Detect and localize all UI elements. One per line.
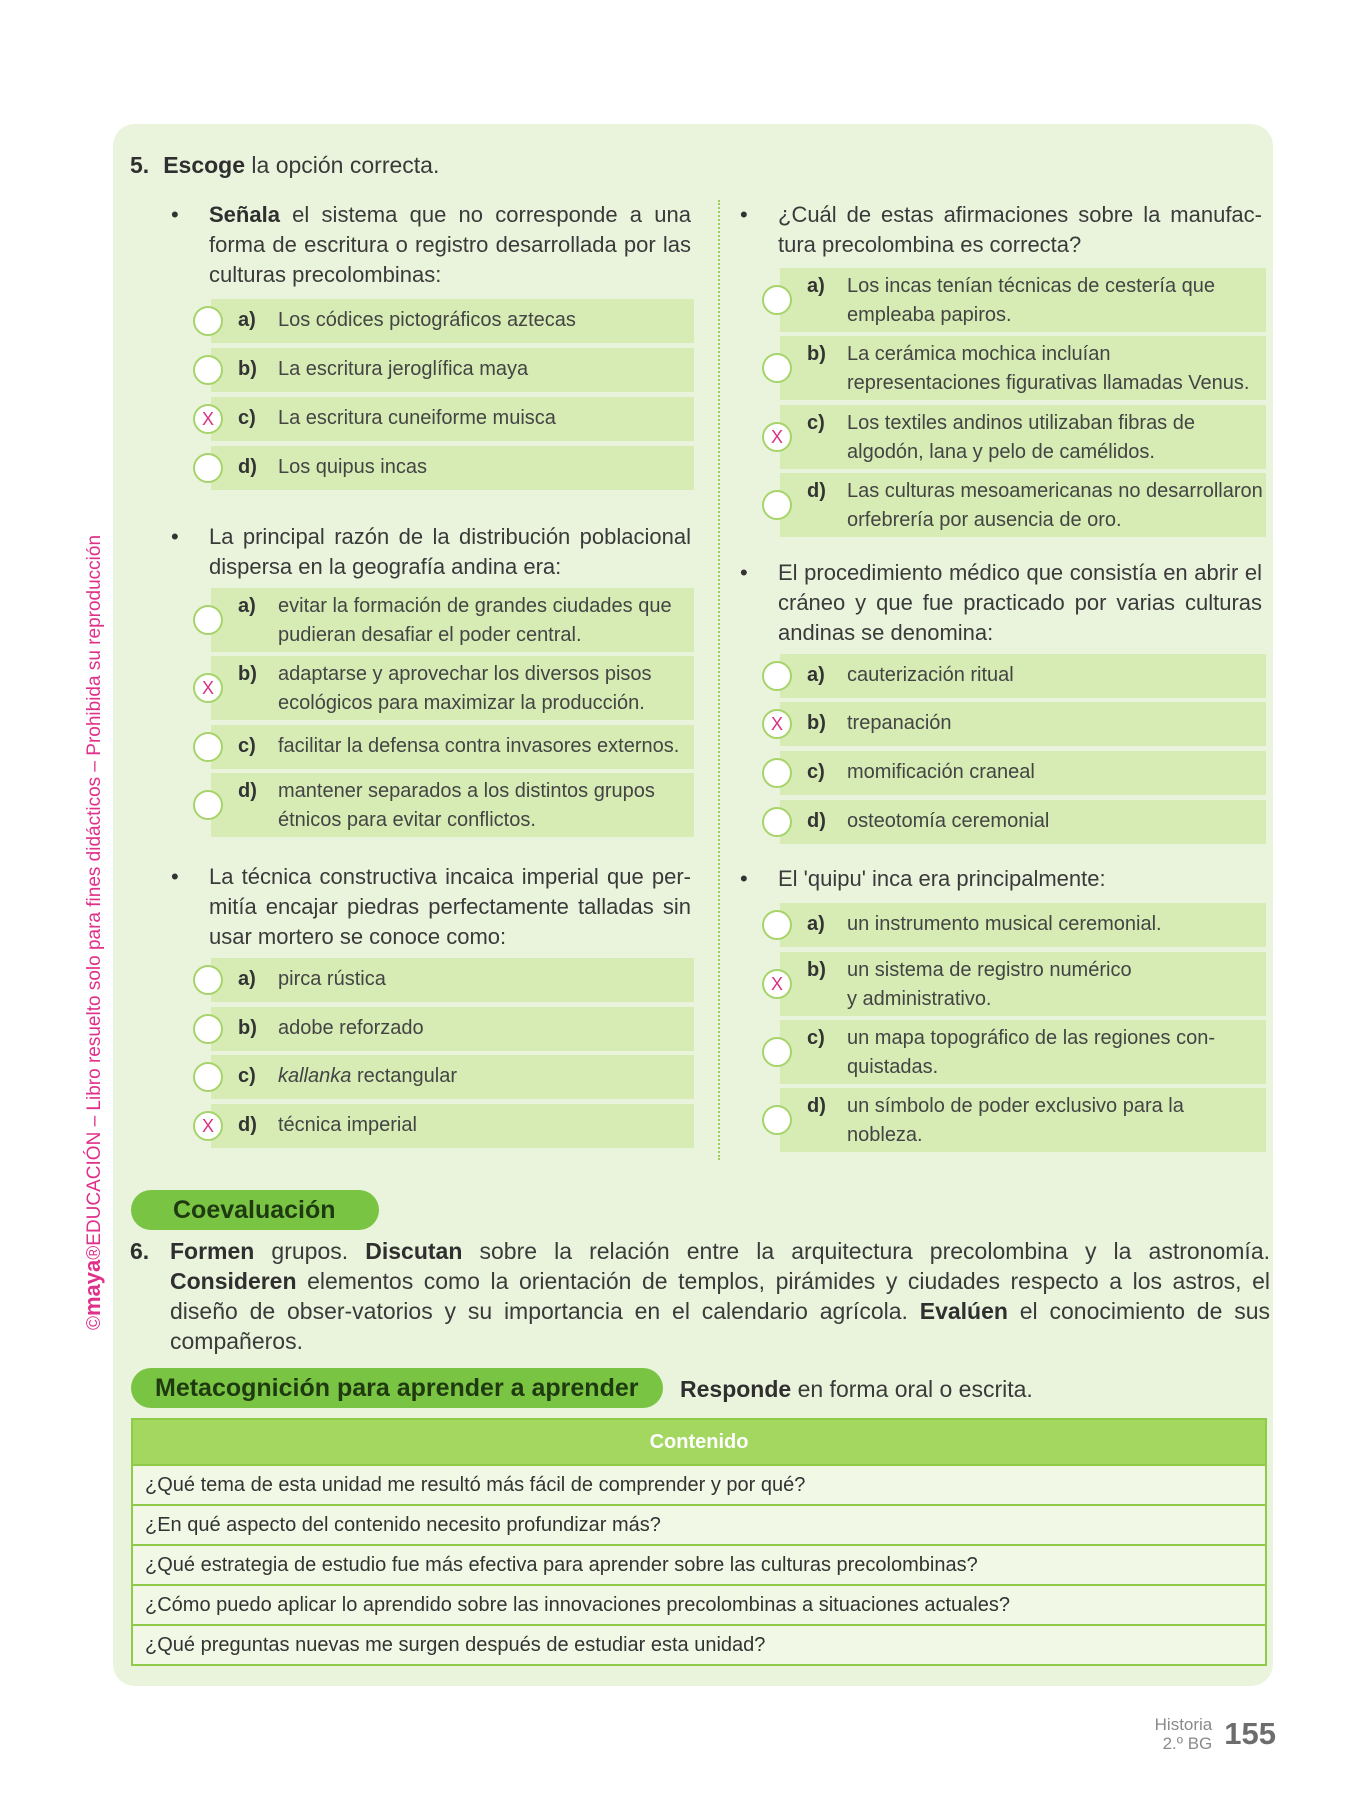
answer-checkbox[interactable] [193,1014,223,1044]
instruction-text: la opción correcta. [245,152,440,178]
answer-option[interactable] [780,903,1266,947]
bullet: • [171,864,179,889]
instruction-text: elementos como la orientación de templos, pirámides y ciudades respecto a los astros, el diseño de obser-vatorios y su importancia en el calendario agrícola. [170,1268,1270,1324]
option-letter: a) [807,664,825,686]
option-letter: b) [807,712,826,734]
option-letter: b) [807,343,826,365]
answer-option[interactable] [780,800,1266,844]
section-label-coevaluacion [131,1190,379,1230]
question-item [740,200,1262,260]
bullet: • [171,202,179,227]
option-letter: c) [238,735,256,757]
option-letter: d) [238,780,257,802]
question-6 [130,1236,1270,1356]
answer-checkbox[interactable] [762,490,792,520]
table-row [132,1505,1266,1545]
answer-checkbox[interactable] [762,661,792,691]
instruction-verb: Discutan [365,1238,463,1264]
option-text: Los códices pictográficos aztecas [278,309,576,331]
option-text-italic: kallanka [278,1065,352,1087]
option-letter: b) [238,663,257,685]
question-6-body [170,1236,1270,1356]
answer-checkbox[interactable] [193,965,223,995]
answer-checkbox-checked[interactable]: X [762,422,792,452]
answer-checkbox-checked[interactable]: X [762,969,792,999]
page-footer [1155,1715,1276,1753]
option-text: mantener separados a los distintos grupos étnicos para evitar conflictos. [278,780,655,831]
table-row [132,1545,1266,1585]
option-text: un mapa topográfico de las regiones con-quistadas. [847,1027,1216,1078]
answer-checkbox-checked[interactable]: X [762,709,792,739]
answer-option[interactable] [770,702,1266,746]
option-letter: d) [807,810,826,832]
option-text: adobe reforzado [278,1017,424,1039]
answer-option[interactable] [780,268,1266,332]
answer-checkbox[interactable] [762,807,792,837]
option-text: La cerámica mochica incluían representaciones figurativas llamadas Venus. [847,343,1250,394]
question-stem [778,200,1262,260]
option-text: un símbolo de poder exclusivo para la nobleza. [847,1095,1184,1146]
question-item [171,522,691,582]
instruction-verb: Escoge [163,152,246,178]
option-letter: a) [238,968,256,990]
answer-checkbox-checked[interactable]: X [193,1111,223,1141]
table-cell: ¿Qué tema de esta unidad me resultó más fácil de comprender y por qué? [132,1465,1266,1505]
page-number: 155 [1224,1716,1276,1751]
question-stem [209,862,691,952]
answer-checkbox[interactable] [193,790,223,820]
option-letter: d) [238,456,257,478]
question-stem [778,558,1262,648]
answer-checkbox[interactable] [762,1037,792,1067]
answer-option[interactable] [201,397,694,441]
bullet: • [171,524,179,549]
subject-label [1155,1715,1213,1753]
option-letter: a) [807,275,825,297]
watermark-text: EDUCACIÓN – Libro resuelto solo para fines didácticos – Prohibida su reproducción [84,534,105,1246]
answer-option[interactable] [211,348,694,392]
copyright-watermark [78,500,108,1330]
question-stem [778,864,1262,894]
answer-checkbox-checked[interactable]: X [193,404,223,434]
stem-text: el sistema que no corresponde a una forma de escritura o registro desarrollada por las culturas precolombinas: [209,202,691,287]
option-text-rest: rectangular [351,1065,458,1087]
bullet: • [740,560,748,585]
subject-name: Historia [1154,1715,1213,1734]
instruction-verb: Evalúen [919,1298,1008,1324]
option-text: Los textiles andinos utilizaban fibras de algodón, lana y pelo de camélidos. [847,412,1195,463]
question-item [171,200,691,290]
option-text: Los quipus incas [278,456,427,478]
answer-option[interactable] [201,1104,694,1148]
option-letter: c) [238,407,256,429]
column-divider [718,200,720,1160]
answer-option[interactable] [770,952,1266,1016]
answer-option[interactable] [770,405,1266,469]
reflection-table [131,1418,1267,1666]
question-stem [209,200,691,290]
option-letter: a) [807,913,825,935]
question-5-heading [130,152,439,179]
option-text: un sistema de registro numérico y administrativo. [847,959,1132,1010]
option-text: técnica imperial [278,1114,417,1136]
option-text: un instrumento musical ceremonial. [847,913,1162,935]
option-letter: c) [238,1065,256,1087]
answer-option[interactable] [211,958,694,1002]
answer-checkbox[interactable] [193,1062,223,1092]
section-label-metacognicion [131,1368,663,1408]
table-row [132,1625,1266,1665]
option-letter: a) [238,309,256,331]
option-text: adaptarse y aprovechar los diversos pisos ecológicos para maximizar la producción. [278,663,652,714]
instruction-verb: Consideren [170,1268,297,1294]
option-letter: c) [807,1027,825,1049]
option-letter: d) [807,1095,826,1117]
option-text: pirca rústica [278,968,386,990]
grade-level: 2.º BG [1162,1734,1213,1753]
option-text: Los incas tenían técnicas de cestería que empleaba papiros. [847,275,1216,326]
answer-option[interactable] [211,773,694,837]
option-text: La escritura cuneiforme muisca [278,407,556,429]
answer-checkbox[interactable] [193,306,223,336]
table-header-row [132,1419,1266,1465]
answer-option[interactable] [780,1020,1266,1084]
answer-option[interactable] [780,473,1266,537]
option-text: facilitar la defensa contra invasores externos. [278,735,680,757]
answer-option[interactable] [780,751,1266,795]
answer-checkbox[interactable] [762,758,792,788]
answer-option[interactable] [211,446,694,490]
copyright-symbol: © [84,1316,105,1330]
section-label-text: Metacognición para aprender a aprender [155,1373,639,1402]
answer-option[interactable] [201,656,694,720]
table-row [132,1465,1266,1505]
option-letter: c) [807,761,825,783]
answer-option[interactable] [211,299,694,343]
table-cell: ¿En qué aspecto del contenido necesito profundizar más? [132,1505,1266,1545]
table-row [132,1585,1266,1625]
answer-checkbox[interactable] [193,732,223,762]
option-text: momificación craneal [847,761,1035,783]
table-cell: ¿Qué preguntas nuevas me surgen después de estudiar esta unidad? [132,1625,1266,1665]
section-label-text: Coevaluación [173,1195,336,1224]
answer-option[interactable] [211,588,694,652]
stem-text: El procedimiento médico que consistía en abrir el cráneo y que fue practicado por varias culturas andinas se denomina: [778,560,1262,645]
option-letter: a) [238,595,256,617]
stem-text: La principal razón de la distribución poblacional dispersa en la geografía andina era: [209,524,691,579]
question-item [740,558,1262,648]
stem-verb: Señala [209,202,280,227]
metacognition-instruction [680,1376,1033,1403]
registered-symbol: ® [84,1245,105,1260]
answer-checkbox[interactable] [762,353,792,383]
option-text: osteotomía ceremonial [847,810,1050,832]
option-letter: b) [238,1017,257,1039]
option-text: La escritura jeroglífica maya [278,358,529,380]
instruction-verb: Responde [680,1376,792,1402]
instruction-text: el conocimiento de sus compañeros. [170,1298,1270,1354]
answer-option[interactable] [211,1055,694,1099]
question-number: 6. [130,1238,150,1264]
stem-text: ¿Cuál de estas afirmaciones sobre la manufac-tura precolombina es correcta? [778,202,1262,257]
table-cell: ¿Cómo puedo aplicar lo aprendido sobre las innovaciones precolombinas a situaciones actuales? [132,1585,1266,1625]
answer-option[interactable] [211,725,694,769]
bullet: • [740,202,748,227]
answer-option[interactable] [780,336,1266,400]
answer-checkbox[interactable] [193,605,223,635]
brand-logo-text: maya [80,1259,105,1316]
question-item [740,864,1262,894]
answer-option[interactable] [780,654,1266,698]
option-text: evitar la formación de grandes ciudades que pudieran desafiar el poder central. [278,595,672,646]
instruction-text: en forma oral o escrita. [791,1376,1033,1402]
answer-checkbox[interactable] [762,285,792,315]
stem-text: El 'quipu' inca era principalmente: [778,866,1106,891]
option-text: cauterización ritual [847,664,1014,686]
option-text: trepanación [847,712,952,734]
option-text [278,1062,457,1091]
stem-text: La técnica constructiva incaica imperial que per-mitía encajar piedras perfectamente talladas sin usar mortero se conoce como: [209,864,691,949]
answer-checkbox[interactable] [762,1105,792,1135]
table-cell: ¿Qué estrategia de estudio fue más efectiva para aprender sobre las culturas precolombinas? [132,1545,1266,1585]
answer-checkbox[interactable] [193,355,223,385]
answer-checkbox[interactable] [193,453,223,483]
answer-checkbox[interactable] [762,910,792,940]
option-letter: b) [807,959,826,981]
question-number: 5. [130,152,150,178]
option-letter: d) [807,480,826,502]
bullet: • [740,866,748,891]
question-stem [209,522,691,582]
answer-checkbox-checked[interactable]: X [193,673,223,703]
instruction-text: sobre la relación entre la arquitectura precolombina y la astronomía. [462,1238,1270,1264]
option-letter: b) [238,358,257,380]
question-item [171,862,691,952]
option-letter: c) [807,412,825,434]
option-text: Las culturas mesoamericanas no desarrollaron orfebrería por ausencia de oro. [847,480,1263,531]
instruction-text: grupos. [254,1238,366,1264]
option-letter: d) [238,1114,257,1136]
table-header: Contenido [132,1419,1266,1465]
instruction-verb: Formen [170,1238,255,1264]
answer-option[interactable] [211,1007,694,1051]
answer-option[interactable] [780,1088,1266,1152]
